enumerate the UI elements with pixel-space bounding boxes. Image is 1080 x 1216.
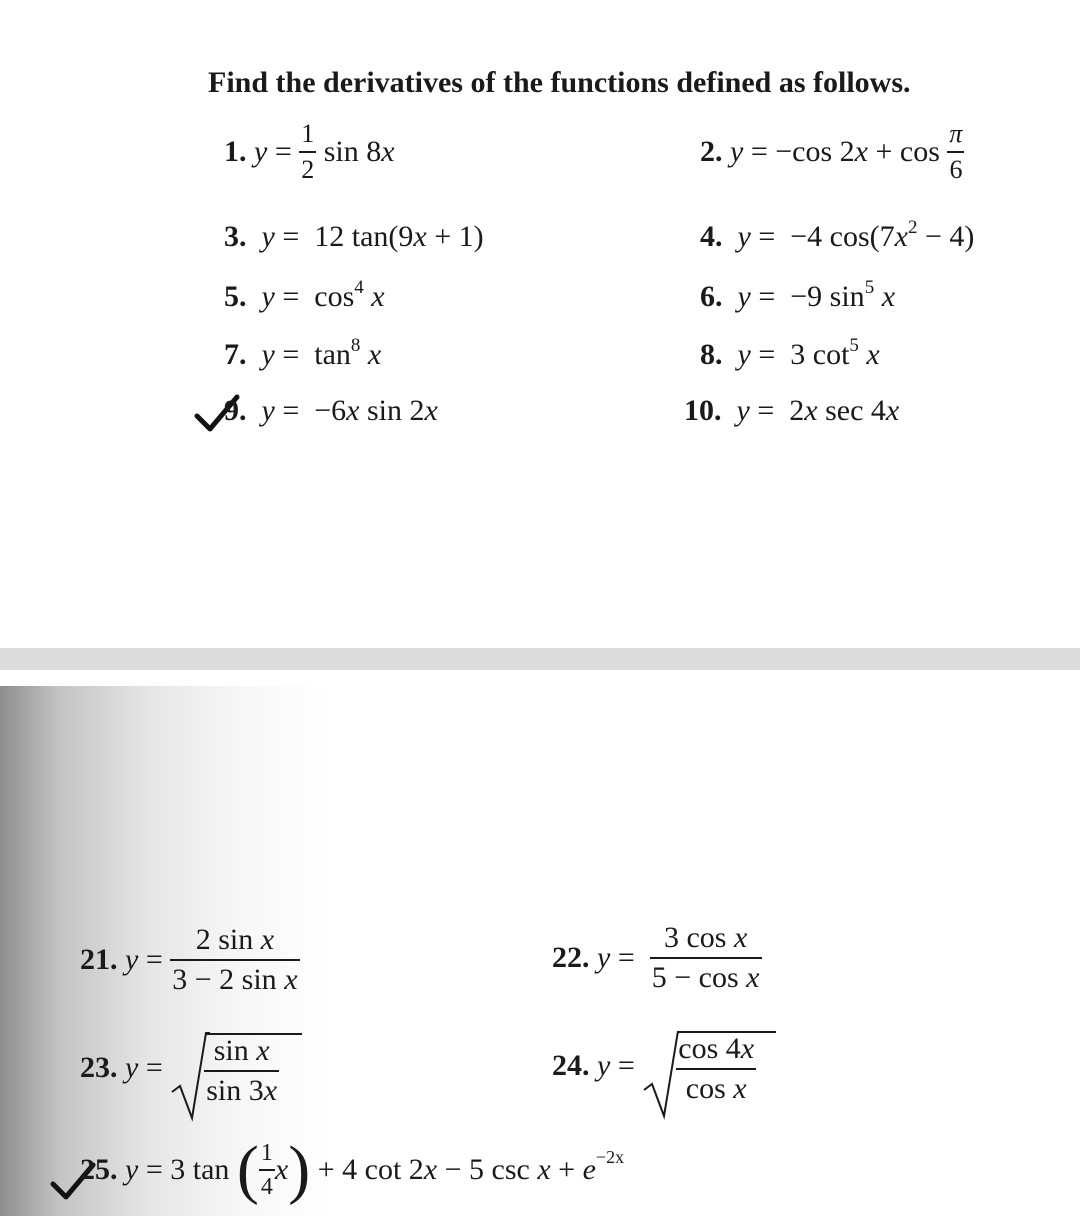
problem-number: 22.	[552, 941, 590, 974]
quotient-fraction: $\frac{\text{2 sin x}}{\text{3 − 2 sin x}}$	[172, 923, 298, 996]
problem-number: 8.	[700, 338, 723, 371]
problem-25: 25. y = 3 tan ( $\frac{1}{4}$ x ) + 4 cot 2 x − 5 csc x + e $^{-2x}$	[80, 1133, 625, 1206]
quotient-fraction: $\frac{\cos 4x}{\text{cos x}}$	[678, 1032, 755, 1105]
problem-number: 10.	[684, 394, 722, 427]
square-root	[642, 1028, 756, 1104]
pi-over-six-fraction: $\frac{\pi}{6}$	[949, 119, 963, 184]
problem-number: 21.	[80, 943, 118, 976]
problem-number: 24.	[552, 1049, 590, 1082]
panel-separator	[0, 648, 1080, 670]
problem-23: 23. y = $\frac{\text{sin x}}{\sin 3x}$	[80, 1022, 279, 1114]
problem-number: 25.	[80, 1153, 118, 1186]
problem-number: 9.	[224, 394, 247, 427]
problem-number: 2.	[700, 135, 723, 168]
one-quarter-fraction: $\frac{1}{4}$	[260, 1140, 273, 1200]
problem-number: 3.	[224, 220, 247, 253]
problem-8: 8. y = 3 $\cot^5 x$	[700, 335, 880, 371]
problem-4: 4. y = −4 $\cos(7x^2 - 4)$	[700, 217, 975, 253]
problem-number: 23.	[80, 1051, 118, 1084]
problem-number: 5.	[224, 280, 247, 313]
problem-21: 21. y = $\frac{\text{2 sin x}}{\text{3 − 2 sin x}}$	[80, 923, 298, 996]
quotient-fraction: $\frac{\text{3 cos x}}{\text{5 − cos x}}$	[651, 921, 760, 994]
problem-9: 9. y = −6x sin 2x	[224, 394, 438, 427]
quotient-fraction: $\frac{\text{sin x}}{\sin 3x}$	[206, 1034, 278, 1107]
problem-2: 2. y = −cos 2 x + cos $\frac{\pi}{6}$	[700, 119, 963, 184]
problem-5: 5. $y = \cos^4 x$	[224, 277, 385, 313]
problem-7: 7. $y = \tan^8 x$	[224, 335, 382, 371]
right-paren: )	[288, 1133, 311, 1206]
problem-number: 1.	[224, 135, 247, 168]
section-heading: Find the derivatives of the functions defined as follows.	[208, 66, 911, 99]
problem-10: 10. y = 2x sec 4x	[684, 394, 900, 427]
square-root	[170, 1030, 279, 1106]
problem-number: 6.	[700, 280, 723, 313]
coefficient-fraction: $\frac{1}{2}$	[301, 119, 315, 184]
radical-sign-icon	[642, 1028, 682, 1120]
left-paren: (	[236, 1133, 259, 1206]
problem-3: 3. y = 12 tan(9x + 1)	[224, 220, 484, 253]
problem-22: 22. y = $\frac{\text{3 cos x}}{\text{5 − cos x}}$	[552, 921, 760, 994]
problem-1: 1. y = $\frac{1}{2}$ sin 8 x	[224, 119, 395, 184]
radical-sign-icon	[170, 1030, 210, 1122]
problem-number: 7.	[224, 338, 247, 371]
problem-24: 24. y = $\frac{\cos 4x}{\text{cos x}}$	[552, 1020, 756, 1112]
problem-6: 6. y = −9 $\sin^5 x$	[700, 277, 896, 313]
exercise-panel-bottom	[0, 686, 1080, 1216]
problem-number: 4.	[700, 220, 723, 253]
